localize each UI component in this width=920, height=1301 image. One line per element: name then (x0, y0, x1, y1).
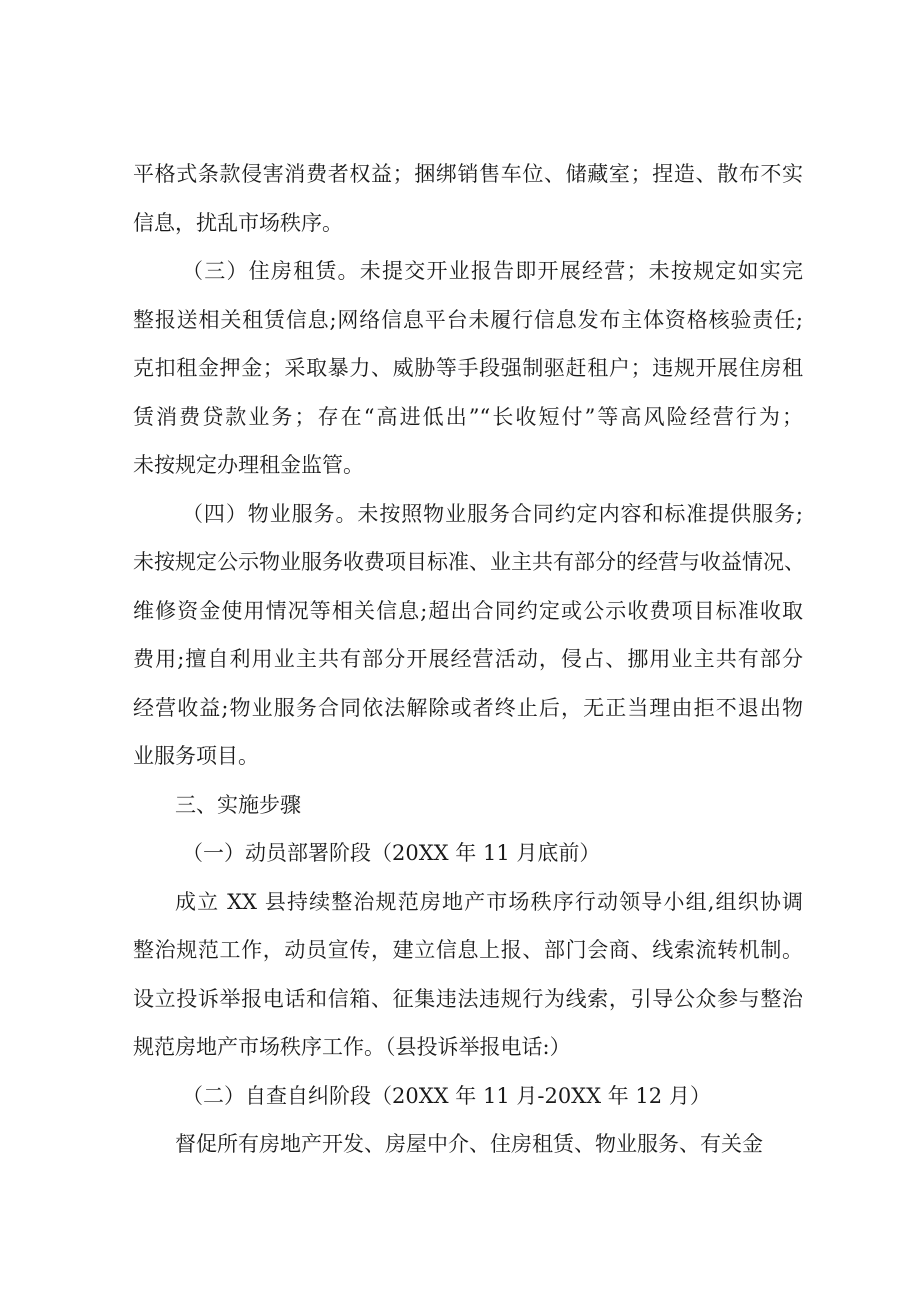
paragraph-line: 克扣租金押金；采取暴力、威胁等手段强制驱赶租户；违规开展住房租 (133, 356, 803, 380)
section-heading-line: （四）物业服务。未按照物业服务合同约定内容和标准提供服务; (182, 501, 803, 526)
subsection-heading: （二）自查自纠阶段（20XX 年 11 月-20XX 年 12 月） (182, 1083, 711, 1108)
document-body (133, 150, 803, 1169)
subsection-heading: （一）动员部署阶段（20XX 年 11 月底前） (182, 841, 601, 865)
paragraph-line: 赁消费贷款业务；存在“高进低出”“长收短付”等高风险经营行为； (133, 404, 803, 429)
paragraph-line: 业服务项目。 (133, 744, 259, 768)
paragraph-line: 费用;擅自利用业主共有部分开展经营活动，侵占、挪用业主共有部分 (133, 647, 803, 671)
paragraph-line: 未按规定公示物业服务收费项目标准、业主共有部分的经营与收益情况、 (133, 550, 805, 574)
paragraph-line: 成立 XX 县持续整治规范房地产市场秩序行动领导小组,组织协调 (175, 889, 803, 914)
chapter-heading: 三、实施步骤 (175, 792, 301, 817)
paragraph-line: 整治规范工作，动员宣传，建立信息上报、部门会商、线索流转机制。 (133, 938, 803, 962)
paragraph-line: 平格式条款侵害消费者权益；捆绑销售车位、储藏室；捏造、散布不实 (133, 162, 803, 186)
paragraph-line: 未按规定办理租金监管。 (133, 453, 364, 477)
paragraph-line: 整报送相关租赁信息;网络信息平台未履行信息发布主体资格核验责任; (133, 307, 803, 332)
paragraph-line: 维修资金使用情况等相关信息;超出合同约定或公示收费项目标准收取 (133, 598, 803, 623)
section-heading-line: （三）住房租赁。未提交开业报告即开展经营；未按规定如实完 (182, 259, 803, 283)
paragraph-line: 规范房地产市场秩序工作。（县投诉举报电话:） (133, 1035, 571, 1059)
paragraph-line: 督促所有房地产开发、房屋中介、住房租赁、物业服务、有关金 (175, 1132, 763, 1156)
paragraph-line: 设立投诉举报电话和信箱、征集违法违规行为线索，引导公众参与整治 (133, 986, 803, 1011)
paragraph-line: 经营收益;物业服务合同依法解除或者终止后，无正当理由拒不退出物 (133, 695, 803, 720)
paragraph-line: 信息，扰乱市场秩序。 (133, 210, 343, 235)
